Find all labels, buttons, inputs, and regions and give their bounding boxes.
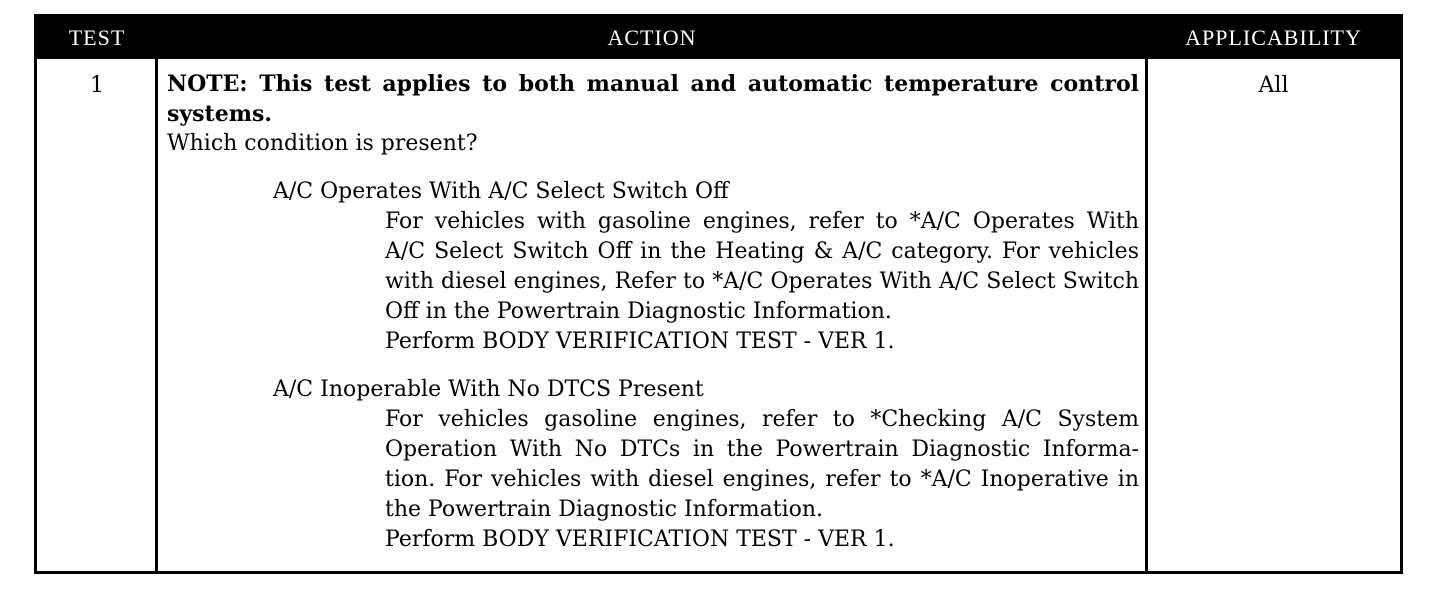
test-number: 1 <box>90 73 104 98</box>
condition-body <box>385 207 1139 357</box>
diagnostic-test-table <box>34 14 1403 574</box>
condition-title: A/C Inoperable With No DTCS Present <box>273 377 704 402</box>
note-text: NOTE: This test applies to both manual and automatic temperature control systems. <box>167 71 1139 127</box>
perform-step: Perform BODY VERIFICATION TEST - VER 1. <box>385 527 895 552</box>
header-test: TEST <box>68 25 126 50</box>
condition-instruction: For vehicles gasoline engines, refer to *Checking A/C System Operation With No DTCs in the Powertrain Diagnostic Informa-tion. For vehicles with diesel engines, refer to *A/C Inoperative in the Powertrain Diagnostic Information. <box>385 407 1139 522</box>
condition-instruction: For vehicles with gasoline engines, refer to *A/C Operates With A/C Select Switch Off in the Heating & A/C category. For vehicles with diesel engines, Refer to *A/C Operates With A/C Select Switch Off in the Powertrain Diagnostic Information. <box>385 209 1139 324</box>
table-header <box>37 17 1400 59</box>
column-divider-applicability <box>1145 59 1148 571</box>
question-text: Which condition is present? <box>167 131 478 156</box>
action-cell <box>167 69 1139 555</box>
header-applicability: APPLICABILITY <box>1185 25 1362 50</box>
applicability-value: All <box>1258 73 1289 98</box>
header-action: ACTION <box>607 25 697 50</box>
condition-body <box>385 405 1139 555</box>
condition-title: A/C Operates With A/C Select Switch Off <box>273 179 729 204</box>
perform-step: Perform BODY VERIFICATION TEST - VER 1. <box>385 329 895 354</box>
column-divider-test <box>155 59 158 571</box>
